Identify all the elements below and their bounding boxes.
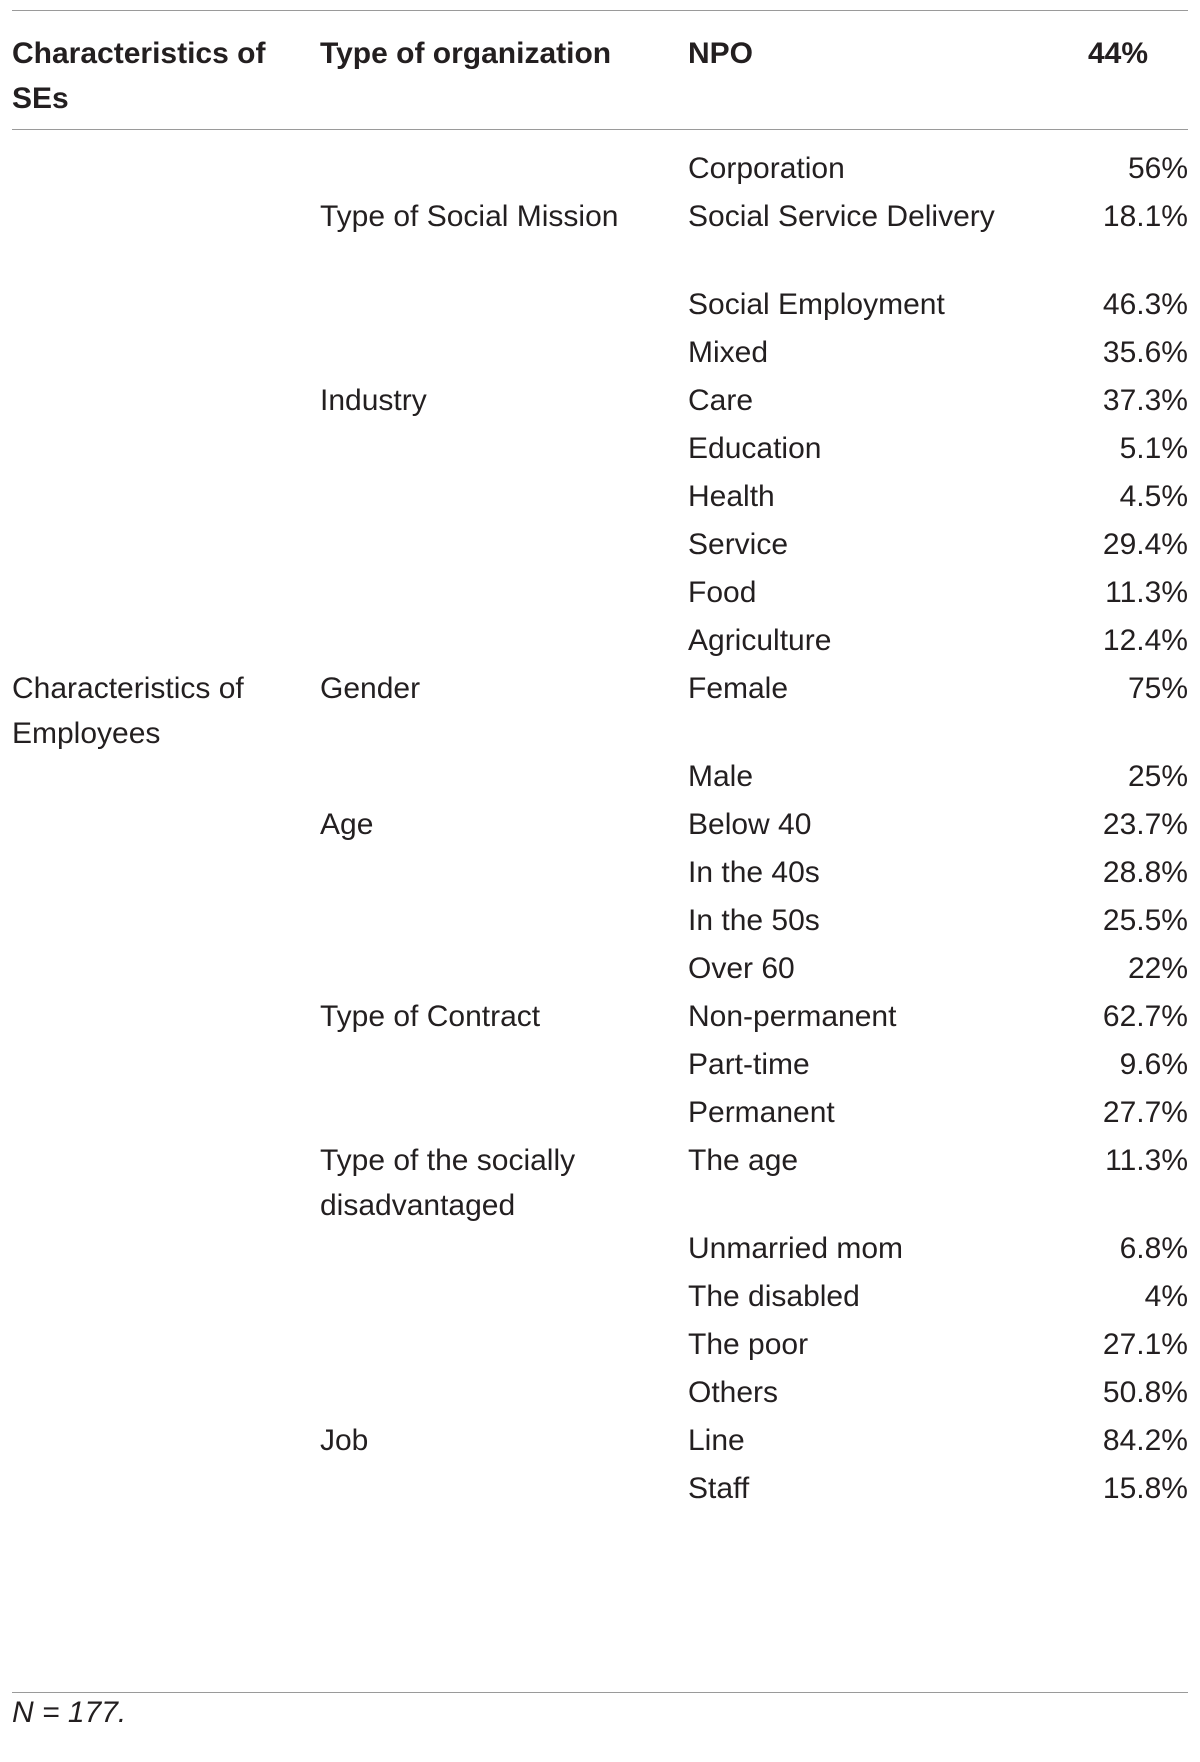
row-type: Industry	[320, 384, 427, 417]
table-row	[12, 898, 1188, 952]
row-category: Unmarried mom	[688, 1232, 904, 1265]
row-type: Type of Social Mission	[320, 200, 619, 233]
row-percent: 27.7%	[1102, 1096, 1188, 1129]
table-row	[12, 1466, 1188, 1520]
table-header	[12, 11, 1188, 129]
row-category: Corporation	[688, 152, 845, 185]
table-row	[12, 426, 1188, 480]
row-category: In the 40s	[688, 856, 820, 889]
table-row	[12, 282, 1188, 336]
table-row	[12, 1042, 1188, 1096]
table-row	[12, 754, 1188, 808]
table-row	[12, 378, 1188, 432]
data-table	[12, 10, 1188, 1693]
row-category: The disabled	[688, 1280, 860, 1313]
row-category: Mixed	[688, 336, 769, 369]
row-category: Care	[688, 384, 754, 417]
row-percent: 29.4%	[1102, 528, 1188, 561]
row-category: Agriculture	[688, 624, 832, 657]
row-percent: 9.6%	[1119, 1048, 1188, 1081]
row-type: Gender	[320, 672, 421, 705]
row-percent: 18.1%	[1102, 200, 1188, 233]
row-category: In the 50s	[688, 904, 820, 937]
row-category: Education	[688, 432, 822, 465]
row-percent: 75%	[1127, 672, 1188, 705]
row-percent: 5.1%	[1119, 432, 1188, 465]
row-category: Below 40	[688, 808, 812, 841]
table-row	[12, 1322, 1188, 1376]
row-percent: 23.7%	[1102, 808, 1188, 841]
table-row	[12, 1274, 1188, 1328]
table-row	[12, 946, 1188, 1000]
table-row	[12, 522, 1188, 576]
table-row	[12, 146, 1188, 200]
header-characteristics-of-ses: Characteristics of SEs	[12, 37, 266, 115]
table-row	[12, 850, 1188, 904]
row-percent: 15.8%	[1102, 1472, 1188, 1505]
row-percent: 25%	[1127, 760, 1188, 793]
row-category: Female	[688, 672, 789, 705]
table-row	[12, 1370, 1188, 1424]
table-row	[12, 666, 1188, 750]
row-category: The poor	[688, 1328, 809, 1361]
table-footnote: N = 177.	[12, 1696, 127, 1729]
row-category: Non-permanent	[688, 1000, 897, 1033]
row-percent: 4%	[1144, 1280, 1188, 1313]
row-category: Social Service Delivery	[688, 200, 995, 233]
row-category: Service	[688, 528, 789, 561]
row-category: Male	[688, 760, 754, 793]
table-body	[12, 130, 1188, 1692]
row-percent: 4.5%	[1119, 480, 1188, 513]
row-percent: 35.6%	[1102, 336, 1188, 369]
row-percent: 27.1%	[1102, 1328, 1188, 1361]
header-npo: NPO	[688, 37, 754, 70]
header-npo-percent: 44%	[1088, 37, 1149, 70]
row-category: Line	[688, 1424, 745, 1457]
row-category: Food	[688, 576, 757, 609]
row-type: Job	[320, 1424, 369, 1457]
row-percent: 11.3%	[1105, 1144, 1188, 1177]
table-row	[12, 194, 1188, 248]
row-percent: 37.3%	[1102, 384, 1188, 417]
row-percent: 28.8%	[1102, 856, 1188, 889]
row-category: Permanent	[688, 1096, 835, 1129]
row-percent: 11.3%	[1105, 576, 1188, 609]
row-percent: 6.8%	[1119, 1232, 1188, 1265]
row-category: Others	[688, 1376, 779, 1409]
row-type: Age	[320, 808, 374, 841]
row-percent: 12.4%	[1102, 624, 1188, 657]
row-percent: 25.5%	[1102, 904, 1188, 937]
row-characteristic: Characteristics of Employees	[12, 672, 244, 750]
table-row	[12, 994, 1188, 1048]
row-category: The age	[688, 1144, 799, 1177]
table-row	[12, 1418, 1188, 1472]
row-percent: 46.3%	[1102, 288, 1188, 321]
table-row	[12, 618, 1188, 672]
table-row	[12, 1138, 1188, 1222]
header-type-of-organization: Type of organization	[320, 37, 612, 70]
table-row	[12, 330, 1188, 384]
row-category: Over 60	[688, 952, 795, 985]
row-percent: 84.2%	[1102, 1424, 1188, 1457]
row-category: Social Employment	[688, 288, 945, 321]
table-row	[12, 1090, 1188, 1144]
row-type: Type of the socially disadvantaged	[320, 1144, 576, 1222]
row-category: Part-time	[688, 1048, 810, 1081]
row-type: Type of Contract	[320, 1000, 541, 1033]
row-percent: 22%	[1127, 952, 1188, 985]
row-category: Staff	[688, 1472, 750, 1505]
table-row	[12, 570, 1188, 624]
table-row	[12, 802, 1188, 856]
row-percent: 56%	[1127, 152, 1188, 185]
table-bottom-rule	[12, 1692, 1188, 1693]
table-row	[12, 1226, 1188, 1280]
table-row	[12, 474, 1188, 528]
row-percent: 62.7%	[1102, 1000, 1188, 1033]
row-category: Health	[688, 480, 775, 513]
row-percent: 50.8%	[1102, 1376, 1188, 1409]
